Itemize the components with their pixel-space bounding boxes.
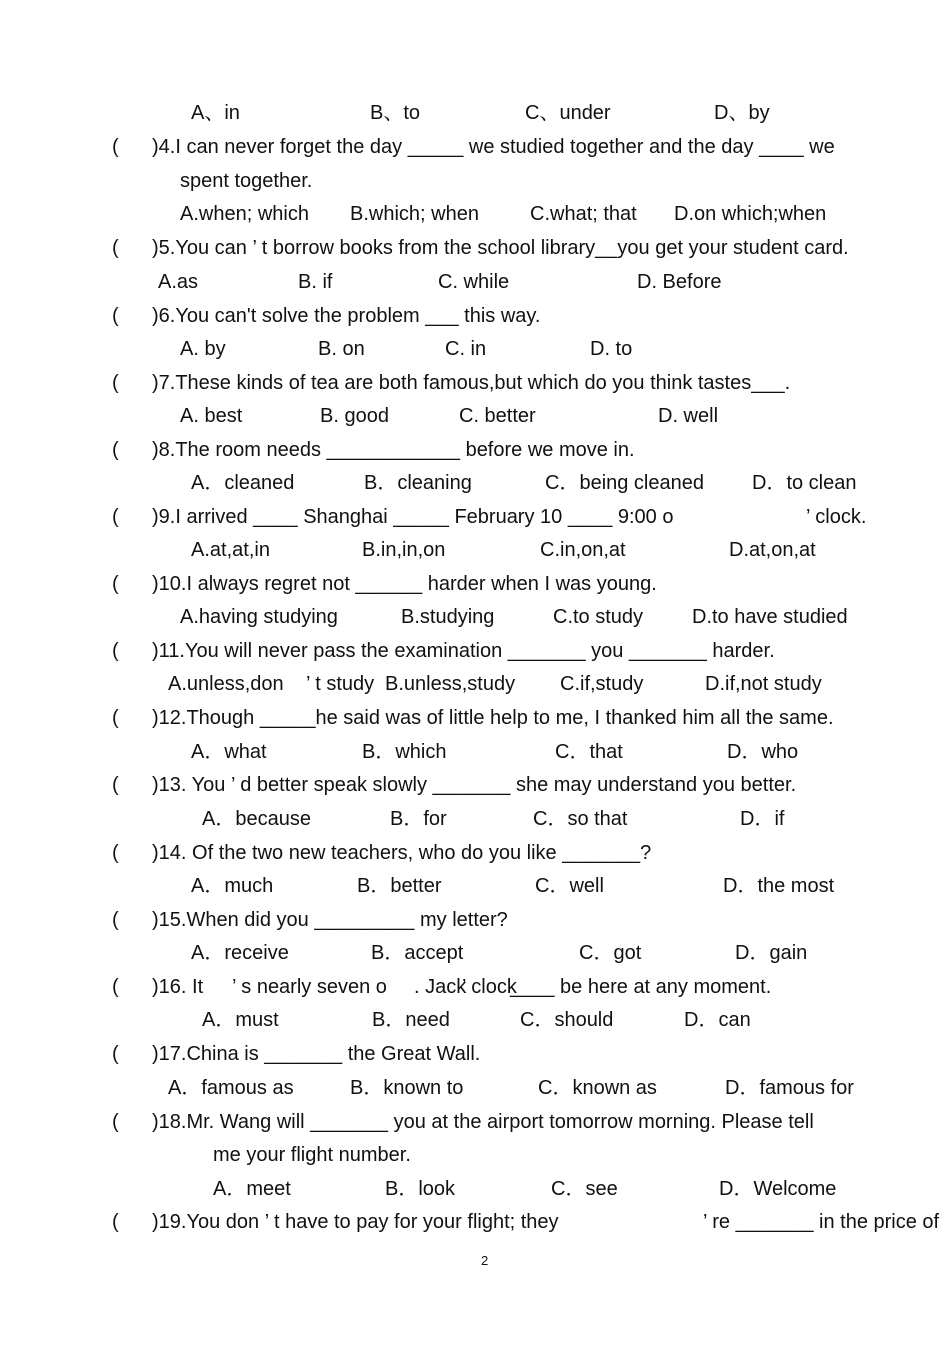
q10-option-a: A.having studying xyxy=(180,606,338,628)
q14-option-a: A．much xyxy=(191,875,274,897)
q3-option-d: D、by xyxy=(714,102,770,124)
q4-stem-cont: spent together. xyxy=(180,170,313,192)
q4-option-c: C.what; that xyxy=(530,203,637,225)
q10-stem: )10.I always regret not ______ harder when I was young. xyxy=(152,573,657,595)
q5-stem: )5.You can ’ t borrow books from the school library__you get your student card. xyxy=(152,237,849,259)
q19-stem: )19.You don ’ t have to pay for your flight; they xyxy=(152,1211,559,1233)
q9-option-c: C.in,on,at xyxy=(540,539,626,561)
q15-option-a: A．receive xyxy=(191,942,289,964)
q8-stem: )8.The room needs ____________ before we move in. xyxy=(152,439,635,461)
q3-option-c: C、under xyxy=(525,102,611,124)
q10-option-c: C.to study xyxy=(553,606,644,628)
q11-answer-paren: ( xyxy=(112,640,119,662)
q4-option-d: D.on which;when xyxy=(674,203,827,225)
q13-answer-paren: ( xyxy=(112,774,119,796)
q17-option-d: D．famous for xyxy=(725,1077,854,1099)
q17-option-c: C．known as xyxy=(538,1077,657,1099)
q16-stem-part2: ’ s nearly seven o xyxy=(232,976,387,998)
q13-option-c: C．so that xyxy=(533,808,628,830)
q17-answer-paren: ( xyxy=(112,1043,119,1065)
q7-answer-paren: ( xyxy=(112,372,119,394)
q12-answer-paren: ( xyxy=(112,707,119,729)
q9-option-b: B.in,in,on xyxy=(362,539,446,561)
q12-option-b: B．which xyxy=(362,741,447,763)
q8-answer-paren: ( xyxy=(112,439,119,461)
q12-stem: )12.Though _____he said was of little help to me, I thanked him all the same. xyxy=(152,707,834,729)
q9-stem: )9.I arrived ____ Shanghai _____ February 10 ____ 9:00 o xyxy=(152,506,674,528)
q6-option-b: B. on xyxy=(318,338,365,360)
q4-option-a: A.when; which xyxy=(180,203,309,225)
q6-stem: )6.You can't solve the problem ___ this way. xyxy=(152,305,541,327)
q5-option-a: A.as xyxy=(158,271,199,293)
q13-stem: )13. You ’ d better speak slowly _______ she may understand you better. xyxy=(152,774,797,796)
q8-option-c: C．being cleaned xyxy=(545,472,704,494)
q8-option-a: A．cleaned xyxy=(191,472,295,494)
q17-option-a: A．famous as xyxy=(168,1077,294,1099)
q18-option-d: D．Welcome xyxy=(719,1178,837,1200)
q11-option-a-cont: ’ t study xyxy=(306,673,375,695)
q16-stem-part3: . Jack xyxy=(414,976,467,998)
q12-option-d: D．who xyxy=(727,741,799,763)
q16-answer-paren: ( xyxy=(112,976,119,998)
q19-answer-paren: ( xyxy=(112,1211,119,1233)
q7-option-a: A. best xyxy=(180,405,243,427)
q7-stem: )7.These kinds of tea are both famous,but which do you think tastes___. xyxy=(152,372,791,394)
q6-option-d: D. to xyxy=(590,338,633,360)
q18-answer-paren: ( xyxy=(112,1111,119,1133)
q15-stem: )15.When did you _________ my letter? xyxy=(152,909,508,931)
q18-option-c: C．see xyxy=(551,1178,618,1200)
q16-option-b: B．need xyxy=(372,1009,450,1031)
q8-option-d: D．to clean xyxy=(752,472,857,494)
q16-option-a: A．must xyxy=(202,1009,279,1031)
q5-option-b: B. if xyxy=(298,271,333,293)
q17-stem: )17.China is _______ the Great Wall. xyxy=(152,1043,481,1065)
q18-stem-cont: me your flight number. xyxy=(213,1144,411,1166)
q10-option-b: B.studying xyxy=(401,606,495,628)
q11-option-a: A.unless,don xyxy=(168,673,284,695)
q9-option-a: A.at,at,in xyxy=(191,539,270,561)
q5-option-d: D. Before xyxy=(637,271,722,293)
q14-option-b: B．better xyxy=(357,875,442,897)
q9-option-d: D.at,on,at xyxy=(729,539,816,561)
q11-option-d: D.if,not study xyxy=(705,673,822,695)
q14-answer-paren: ( xyxy=(112,842,119,864)
q7-option-c: C. better xyxy=(459,405,536,427)
q8-option-b: B．cleaning xyxy=(364,472,472,494)
q4-stem: )4.I can never forget the day _____ we studied together and the day ____ we xyxy=(152,136,835,158)
q6-answer-paren: ( xyxy=(112,305,119,327)
q18-stem: )18.Mr. Wang will _______ you at the airport tomorrow morning. Please tell xyxy=(152,1111,814,1133)
q6-option-a: A. by xyxy=(180,338,226,360)
q4-option-b: B.which; when xyxy=(350,203,479,225)
q15-option-c: C．got xyxy=(579,942,642,964)
q11-option-c: C.if,study xyxy=(560,673,644,695)
q7-option-b: B. good xyxy=(320,405,389,427)
q3-option-b: B、to xyxy=(370,102,421,124)
q15-option-d: D．gain xyxy=(735,942,808,964)
q9-stem-tail: ’ clock. xyxy=(806,506,867,528)
q16-option-c: C．should xyxy=(520,1009,614,1031)
q18-option-a: A．meet xyxy=(213,1178,291,1200)
q7-option-d: D. well xyxy=(658,405,719,427)
page-number: 2 xyxy=(481,1253,489,1268)
q11-option-b: B.unless,study xyxy=(385,673,516,695)
q15-option-b: B．accept xyxy=(371,942,464,964)
q13-option-b: B．for xyxy=(390,808,447,830)
q16-option-d: D．can xyxy=(684,1009,751,1031)
q12-option-a: A．what xyxy=(191,741,267,763)
q15-answer-paren: ( xyxy=(112,909,119,931)
q3-option-a: A、in xyxy=(191,102,240,124)
q13-option-a: A．because xyxy=(202,808,311,830)
q16-stem-part1: )16. It xyxy=(152,976,204,998)
q14-stem: )14. Of the two new teachers, who do you like _______? xyxy=(152,842,652,864)
q19-stem-tail: ’ re _______ in the price of xyxy=(703,1211,940,1233)
q17-option-b: B．known to xyxy=(350,1077,464,1099)
q4-answer-paren: ( xyxy=(112,136,119,158)
q10-option-d: D.to have studied xyxy=(692,606,848,628)
q12-option-c: C．that xyxy=(555,741,623,763)
q5-option-c: C. while xyxy=(438,271,510,293)
q5-answer-paren: ( xyxy=(112,237,119,259)
q16-stem-part4: ’ clock xyxy=(462,976,517,998)
q6-option-c: C. in xyxy=(445,338,487,360)
q14-option-c: C．well xyxy=(535,875,604,897)
q16-stem-part5: ____ be here at any moment. xyxy=(510,976,772,998)
q13-option-d: D．if xyxy=(740,808,785,830)
q18-option-b: B．look xyxy=(385,1178,456,1200)
q9-answer-paren: ( xyxy=(112,506,119,528)
q14-option-d: D．the most xyxy=(723,875,835,897)
q11-stem: )11.You will never pass the examination _______ you _______ harder. xyxy=(152,640,775,662)
q10-answer-paren: ( xyxy=(112,573,119,595)
